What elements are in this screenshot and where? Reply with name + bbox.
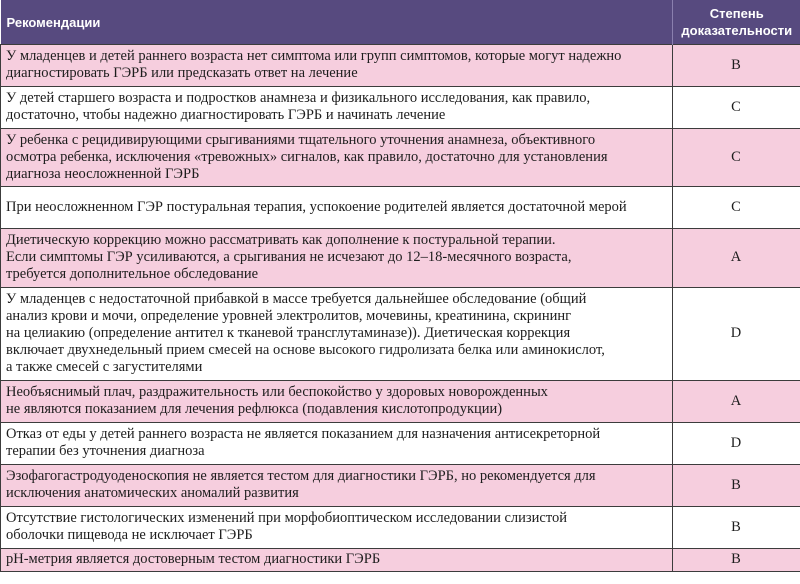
table-row <box>1 87 800 129</box>
evidence-level-cell: D <box>673 288 800 381</box>
recommendation-line: достаточно, чтобы надежно диагностировать ГЭРБ и начинать лечение <box>6 107 446 123</box>
table-row <box>1 129 800 187</box>
recommendation-cell <box>1 229 673 288</box>
evidence-level-cell: B <box>673 507 800 549</box>
recommendation-cell <box>1 45 673 87</box>
recommendation-line: Отказ от еды у детей раннего возраста не является показанием для назначения антисекреторной <box>6 426 601 442</box>
recommendation-line: осмотра ребенка, исключения «тревожных» сигналов, как правило, достаточно для установления <box>6 148 608 165</box>
recommendation-line: Необъяснимый плач, раздражительность или беспокойство у здоровых новорожденных <box>6 384 548 400</box>
recommendation-cell <box>1 288 673 381</box>
recommendation-line: анализ крови и мочи, определение уровней электролитов, мочевины, креатинина, скрининг <box>6 308 572 324</box>
recommendation-line: диагностировать ГЭРБ или предсказать ответ на лечение <box>6 65 358 81</box>
recommendation-line: требуется дополнительное обследование <box>6 266 259 282</box>
header-recommendations: Рекомендации <box>1 0 673 45</box>
evidence-level-cell: B <box>673 45 800 87</box>
recommendation-line: на целиакию (определение антител к тканевой трансглутаминазе)). Диетическая коррекция <box>6 325 571 341</box>
table-row <box>1 381 800 423</box>
recommendation-line: Отсутствие гистологических изменений при морфобиоптическом исследовании слизистой <box>6 510 567 526</box>
evidence-level-cell: B <box>673 465 800 507</box>
recommendation-line: не являются показанием для лечения рефлюкса (подавления кислотопродукции) <box>6 401 503 417</box>
recommendation-cell <box>1 423 673 465</box>
recommendation-line: терапии без уточнения диагноза <box>6 443 205 459</box>
evidence-level-cell: C <box>673 187 800 229</box>
header-evidence-line1: Степень <box>709 6 764 21</box>
table-header <box>1 0 800 45</box>
evidence-level-cell: C <box>673 87 800 129</box>
evidence-level-cell: C <box>673 129 800 187</box>
recommendation-line: Если симптомы ГЭР усиливаются, а срыгивания не исчезают до 12–18-месячного возраста, <box>6 249 572 265</box>
recommendation-cell <box>1 549 673 572</box>
recommendation-cell <box>1 465 673 507</box>
table-body <box>1 45 800 572</box>
recommendation-line: У детей старшего возраста и подростков анамнеза и физикального исследования, как правило, <box>6 90 591 106</box>
header-evidence-line2: доказательности <box>681 23 793 38</box>
recommendation-line: Диетическую коррекцию можно рассматривать как дополнение к постуральной терапии. <box>6 232 556 248</box>
recommendation-cell <box>1 129 673 187</box>
recommendation-line: У младенцев и детей раннего возраста нет симптома или групп симптомов, которые могут надежно <box>6 48 622 64</box>
recommendation-line: оболочки пищевода не исключает ГЭРБ <box>6 527 253 543</box>
recommendation-line: Эзофагогастродуоденоскопия не является тестом для диагностики ГЭРБ, но рекомендуется для <box>6 468 596 484</box>
table-row <box>1 549 800 572</box>
recommendation-line: При неосложненном ГЭР постуральная терапия, успокоение родителей является достаточной мерой <box>6 198 627 215</box>
recommendation-line: У ребенка с рецидивирующими срыгиваниями тщательного уточнения анамнеза, объективного <box>6 131 596 148</box>
table-row <box>1 229 800 288</box>
evidence-level-cell: A <box>673 381 800 423</box>
evidence-level-cell: D <box>673 423 800 465</box>
recommendation-cell <box>1 187 673 229</box>
recommendation-line: У младенцев с недостаточной прибавкой в массе требуется дальнейшее обследование (общий <box>6 291 587 307</box>
recommendation-line: диагноза неосложненной ГЭРБ <box>6 165 200 182</box>
recommendation-cell <box>1 381 673 423</box>
table-row <box>1 45 800 87</box>
recommendation-cell <box>1 87 673 129</box>
table-row <box>1 465 800 507</box>
table-row <box>1 507 800 549</box>
recommendation-line: исключения анатомических аномалий развития <box>6 485 299 501</box>
table-row <box>1 288 800 381</box>
evidence-level-cell: A <box>673 229 800 288</box>
table-row <box>1 187 800 229</box>
header-evidence-level <box>673 0 800 45</box>
recommendation-cell <box>1 507 673 549</box>
table-row <box>1 423 800 465</box>
evidence-level-cell: B <box>673 549 800 572</box>
recommendation-line: включает двухнедельный прием смесей на основе высокого гидролизата белка или аминокислот, <box>6 342 605 358</box>
recommendation-line: а также смесей с загустителями <box>6 359 203 375</box>
recommendation-line: pH-метрия является достоверным тестом диагностики ГЭРБ <box>6 551 381 567</box>
